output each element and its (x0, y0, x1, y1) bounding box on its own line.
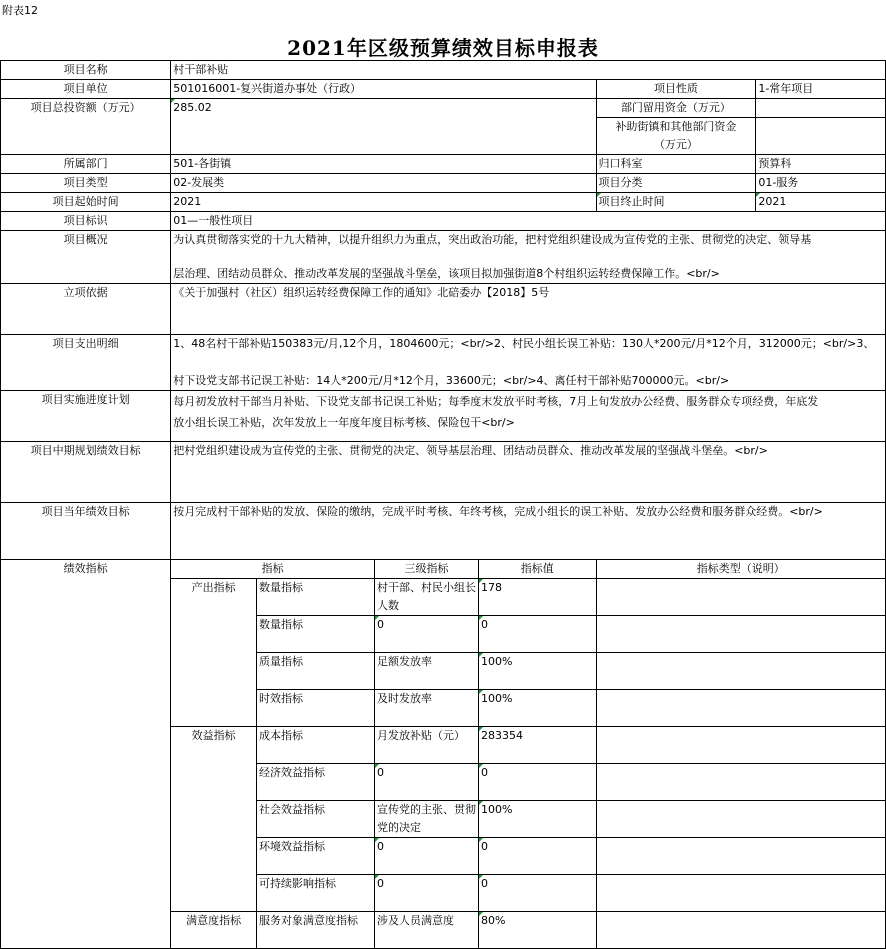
page-title: 2021年区级预算绩效目标申报表 (287, 36, 599, 60)
value-project-mark: 01—一般性项目 (171, 212, 886, 231)
schedule-line1: 每月初发放村干部当月补贴、下设党支部书记误工补贴；每季度末发放平时考核，7月上旬发放办公经费、服务群众专项经费，年底发 (173, 395, 819, 408)
label-project-name: 项目名称 (1, 61, 171, 80)
value-department: 501-各街镇 (171, 155, 596, 174)
value-cell: 100% (478, 653, 596, 690)
level2-cell: 数量指标 (257, 616, 375, 653)
level3-line2: 人数 (376, 599, 399, 612)
value-end-time: 2021 (756, 193, 886, 212)
schedule-line2: 放小组长误工补贴，次年发放上一年度年度目标考核、保险包干<br/> (173, 416, 515, 429)
type-cell (596, 838, 885, 875)
value-mid-goal: 把村党组织建设成为宣传党的主张、贯彻党的决定、领导基层治理、团结动员群众、推动改革发展的坚强战斗堡垒。<br/> (171, 442, 886, 503)
header-type: 指标类型（说明） (596, 560, 885, 579)
declaration-form (0, 60, 886, 949)
row-project-mark (1, 212, 886, 231)
label-subsidy-line2: （万元） (653, 138, 698, 151)
value-cell: 283354 (478, 727, 596, 764)
value-overview (171, 231, 886, 284)
value-cell: 100% (478, 801, 596, 838)
indicator-header-row (1, 560, 886, 579)
label-project-mark: 项目标识 (1, 212, 171, 231)
value-project-type: 02-发展类 (171, 174, 596, 193)
level3-cell (374, 801, 478, 838)
level3-cell: 及时发放率 (374, 690, 478, 727)
label-department: 所属部门 (1, 155, 171, 174)
row-department (1, 155, 886, 174)
group-benefit: 效益指标 (171, 727, 257, 912)
type-cell (596, 727, 885, 764)
value-cell: 100% (478, 690, 596, 727)
level3-cell: 0 (374, 616, 478, 653)
header-value: 指标值 (478, 560, 596, 579)
value-expenditure (171, 335, 886, 391)
level3-line1: 村干部、村民小组长 (376, 581, 476, 594)
value-basis: 《关于加强村（社区）组织运转经费保障工作的通知》北碚委办【2018】5号 (171, 284, 886, 335)
header-level3: 三级指标 (374, 560, 478, 579)
row-project-unit (1, 80, 886, 99)
row-year-goal (1, 503, 886, 560)
value-project-unit: 501016001-复兴街道办事处（行政） (171, 80, 596, 99)
type-cell (596, 690, 885, 727)
label-subsidy-line1: 补助街镇和其他部门资金 (615, 120, 737, 133)
label-start-time: 项目起始时间 (1, 193, 171, 212)
row-project-type (1, 174, 886, 193)
label-total-investment: 项目总投资额（万元） (1, 99, 171, 155)
level2-cell: 成本指标 (257, 727, 375, 764)
row-project-name (1, 61, 886, 80)
level3-cell: 0 (374, 875, 478, 912)
overview-line2: 层治理、团结动员群众、推动改革发展的坚强战斗堡垒，该项目拟加强街道8个村组织运转经费保障工作。<br/> (173, 267, 720, 280)
form-table (0, 60, 886, 949)
type-cell (596, 875, 885, 912)
label-mid-goal: 项目中期规划绩效目标 (1, 442, 171, 503)
header-indicator: 指标 (171, 560, 375, 579)
label-overview: 项目概况 (1, 231, 171, 284)
label-expenditure: 项目支出明细 (1, 335, 171, 391)
value-cell: 0 (478, 838, 596, 875)
type-cell (596, 579, 885, 616)
type-cell (596, 801, 885, 838)
label-project-category: 项目分类 (596, 174, 756, 193)
value-cell: 0 (478, 616, 596, 653)
value-retained-funds (756, 99, 886, 118)
row-investment (1, 99, 886, 118)
group-satisfaction: 满意度指标 (171, 912, 257, 949)
type-cell (596, 764, 885, 801)
level2-cell: 数量指标 (257, 579, 375, 616)
overview-line1: 为认真贯彻落实党的十九大精神，以提升组织力为重点，突出政治功能，把村党组织建设成为宣传党的主张、贯彻党的决定、领导基 (173, 233, 812, 246)
label-project-nature: 项目性质 (596, 80, 756, 99)
level2-cell: 经济效益指标 (257, 764, 375, 801)
level2-cell: 环境效益指标 (257, 838, 375, 875)
row-schedule (1, 391, 886, 442)
label-office: 归口科室 (596, 155, 756, 174)
label-project-type: 项目类型 (1, 174, 171, 193)
level3-cell: 月发放补贴（元） (374, 727, 478, 764)
level3-cell: 0 (374, 764, 478, 801)
level3-cell: 足额发放率 (374, 653, 478, 690)
level2-cell: 服务对象满意度指标 (257, 912, 375, 949)
group-output: 产出指标 (171, 579, 257, 727)
type-cell (596, 616, 885, 653)
value-cell: 0 (478, 764, 596, 801)
attachment-label: 附表12 (2, 4, 38, 17)
value-year-goal: 按月完成村干部补贴的发放、保险的缴纳，完成平时考核、年终考核，完成小组长的误工补贴、发放办公经费和服务群众经费。<br/> (171, 503, 886, 560)
level3-line1: 宣传党的主张、贯彻 (376, 803, 476, 816)
label-project-unit: 项目单位 (1, 80, 171, 99)
label-schedule: 项目实施进度计划 (1, 391, 171, 442)
row-overview (1, 231, 886, 284)
row-mid-goal (1, 442, 886, 503)
type-cell (596, 653, 885, 690)
label-end-time: 项目终止时间 (596, 193, 756, 212)
level3-cell: 0 (374, 838, 478, 875)
value-cell: 0 (478, 875, 596, 912)
value-project-nature: 1-常年项目 (756, 80, 886, 99)
value-project-category: 01-服务 (756, 174, 886, 193)
level3-cell (374, 579, 478, 616)
level3-cell: 涉及人员满意度 (374, 912, 478, 949)
value-cell: 80% (478, 912, 596, 949)
label-basis: 立项依据 (1, 284, 171, 335)
row-basis (1, 284, 886, 335)
value-total-investment: 285.02 (171, 99, 596, 155)
label-retained-funds: 部门留用资金（万元） (596, 99, 756, 118)
row-expenditure (1, 335, 886, 391)
value-project-name: 村干部补贴 (171, 61, 886, 80)
level3-line2: 党的决定 (376, 821, 421, 834)
level2-cell: 时效指标 (257, 690, 375, 727)
expenditure-line1: 1、48名村干部补贴150383元/月,12个月，1804600元；<br/>2、村民小组长误工补贴：130人*200元/月*12个月，312000元；<br/>3、 (173, 337, 875, 350)
label-indicators: 绩效指标 (1, 560, 171, 949)
expenditure-line2: 村下设党支部书记误工补贴：14人*200元/月*12个月，33600元；<br/>4、离任村干部补贴700000元。<br/> (173, 374, 730, 387)
level2-cell: 质量指标 (257, 653, 375, 690)
level2-cell: 社会效益指标 (257, 801, 375, 838)
level2-cell: 可持续影响指标 (257, 875, 375, 912)
value-cell: 178 (478, 579, 596, 616)
value-start-time: 2021 (171, 193, 596, 212)
value-schedule (171, 391, 886, 442)
value-office: 预算科 (756, 155, 886, 174)
row-time (1, 193, 886, 212)
type-cell (596, 912, 885, 949)
value-subsidy-funds (756, 118, 886, 155)
label-year-goal: 项目当年绩效目标 (1, 503, 171, 560)
label-subsidy-funds (596, 118, 756, 155)
